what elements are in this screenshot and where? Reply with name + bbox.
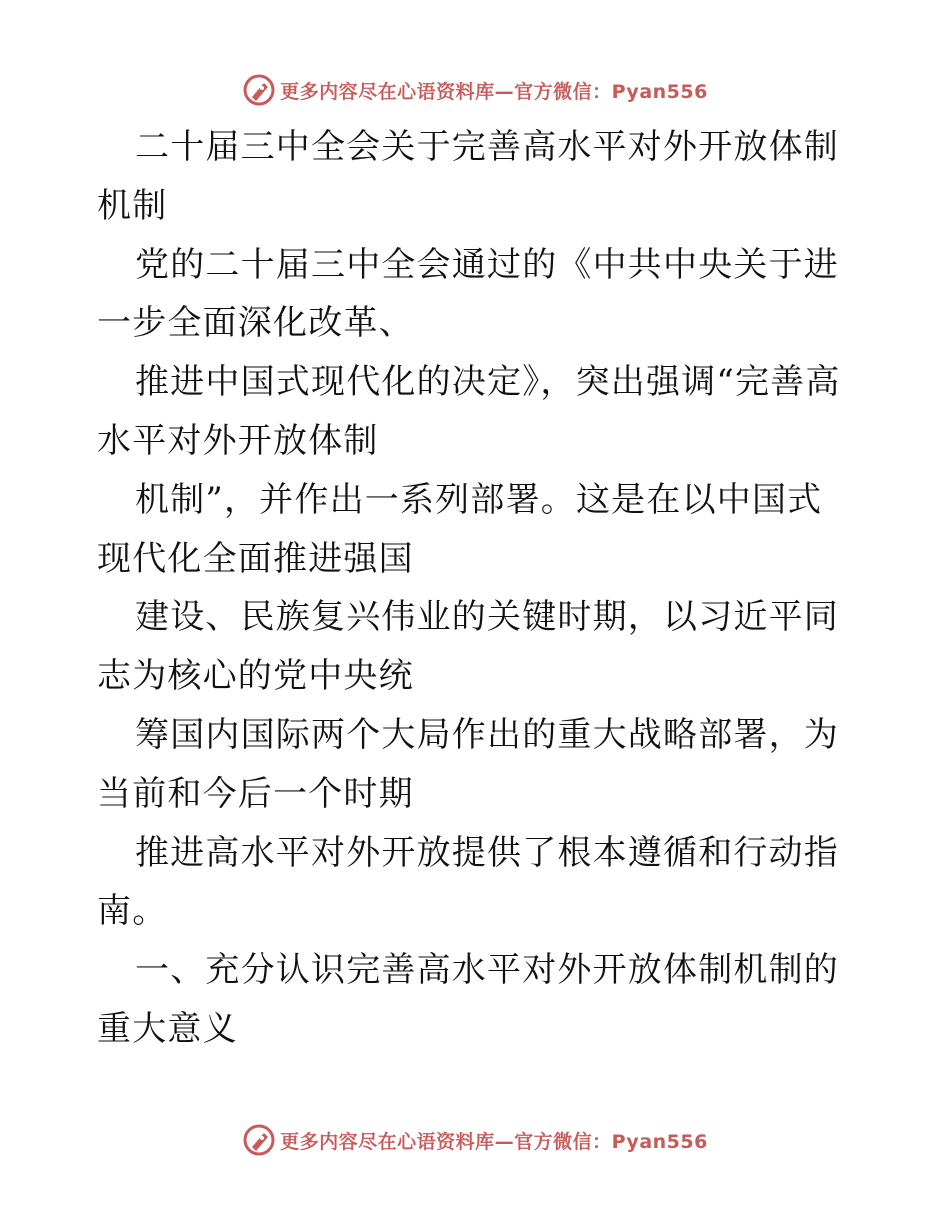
paragraph: 推进高水平对外开放提供了根本遵循和行动指南。: [97, 832, 839, 932]
paragraph: 机制”，并作出一系列部署。这是在以中国式现代化全面推进强国: [97, 479, 823, 579]
footer-banner-text: 更多内容尽在心语资料库—官方微信：Pyan556: [280, 1130, 708, 1153]
header-banner: [0, 70, 950, 110]
document-title: 二十届三中全会关于完善高水平对外开放体制机制: [97, 127, 839, 226]
paragraph: 党的二十届三中全会通过的《中共中央关于进一步全面深化改革、: [97, 244, 839, 344]
footer-banner: [0, 1120, 950, 1160]
section-heading: 一、充分认识完善高水平对外开放体制机制的重大意义: [97, 950, 839, 1049]
header-banner-text: 更多内容尽在心语资料库—官方微信：Pyan556: [280, 80, 708, 103]
pen-nib-logo-icon: [242, 73, 276, 107]
document-body: [97, 118, 857, 1059]
paragraph: 建设、民族复兴伟业的关键时期，以习近平同志为核心的党中央统: [97, 597, 839, 697]
pen-nib-logo-icon: [242, 1123, 276, 1157]
paragraph: 推进中国式现代化的决定》，突出强调“完善高水平对外开放体制: [97, 362, 841, 461]
paragraph: 筹国内国际两个大局作出的重大战略部署，为当前和今后一个时期: [97, 714, 839, 814]
